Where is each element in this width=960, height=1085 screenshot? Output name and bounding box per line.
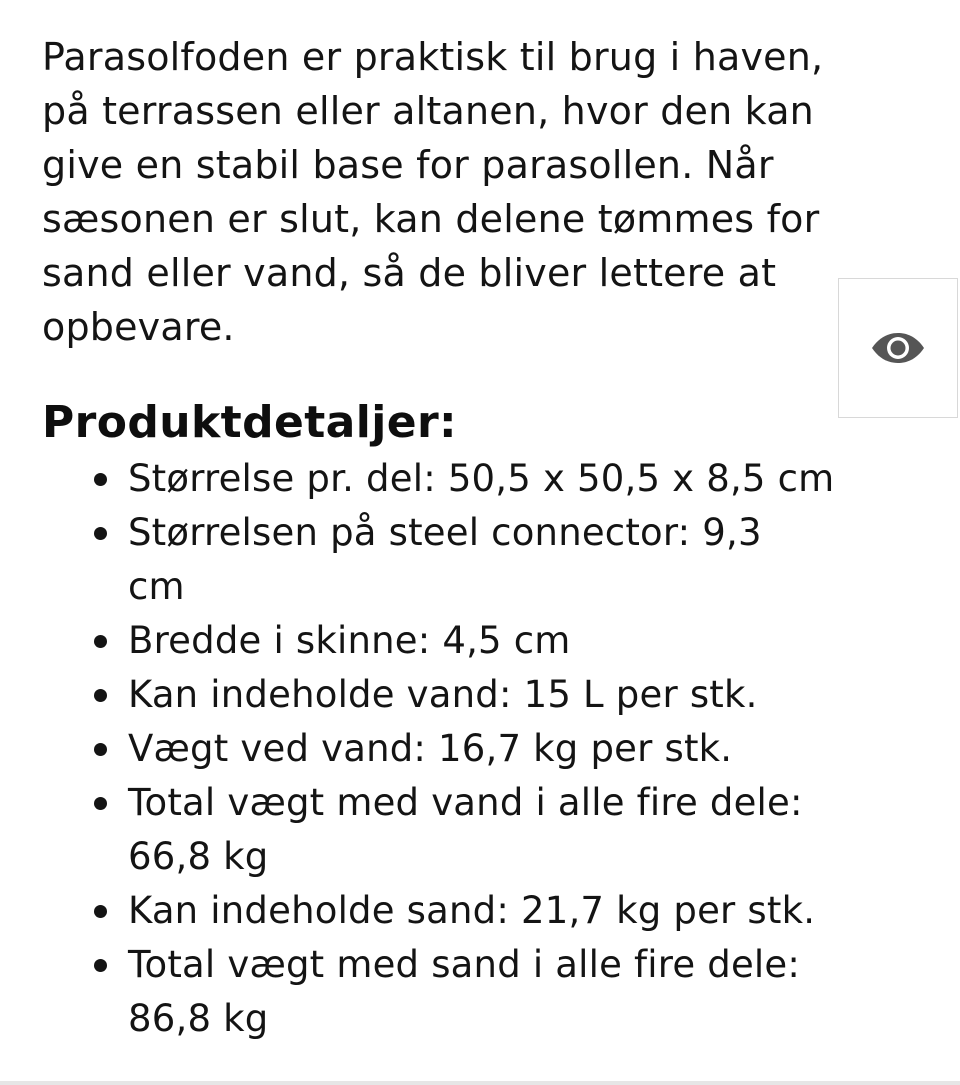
product-details-heading: Produktdetaljer: — [42, 397, 458, 448]
bullet-icon — [94, 635, 107, 648]
detail-line: cm — [128, 565, 185, 608]
detail-line: 86,8 kg — [128, 997, 269, 1040]
detail-line: Størrelse pr. del: 50,5 x 50,5 x 8,5 cm — [128, 457, 835, 500]
intro-line: give en stabil base for parasollen. Når — [42, 143, 774, 187]
detail-item — [42, 668, 922, 722]
detail-text — [128, 884, 922, 938]
bullet-icon — [94, 527, 107, 540]
detail-text — [128, 668, 922, 722]
view-toggle-button[interactable] — [838, 278, 958, 418]
detail-item — [42, 452, 922, 506]
detail-line: Kan indeholde sand: 21,7 kg per stk. — [128, 889, 816, 932]
intro-line: sand eller vand, så de bliver lettere at — [42, 251, 777, 295]
detail-text — [128, 506, 922, 614]
detail-line: Kan indeholde vand: 15 L per stk. — [128, 673, 758, 716]
intro-line: sæsonen er slut, kan delene tømmes for — [42, 197, 820, 241]
bullet-icon — [94, 905, 107, 918]
detail-text — [128, 722, 922, 776]
detail-line: Bredde i skinne: 4,5 cm — [128, 619, 571, 662]
detail-line: Vægt ved vand: 16,7 kg per stk. — [128, 727, 733, 770]
product-details-list — [42, 452, 922, 1046]
detail-text — [128, 614, 922, 668]
detail-line: Total vægt med sand i alle fire dele: — [128, 943, 801, 986]
detail-text — [128, 452, 922, 506]
detail-item — [42, 506, 922, 614]
bullet-icon — [94, 959, 107, 972]
detail-item — [42, 614, 922, 668]
eye-icon — [870, 331, 926, 365]
detail-item — [42, 722, 922, 776]
detail-line: 66,8 kg — [128, 835, 269, 878]
detail-text — [128, 938, 922, 1046]
intro-paragraph — [42, 30, 922, 354]
detail-line: Størrelsen på steel connector: 9,3 — [128, 511, 762, 554]
detail-item — [42, 884, 922, 938]
bullet-icon — [94, 743, 107, 756]
detail-item — [42, 776, 922, 884]
product-description — [42, 30, 922, 1046]
bullet-icon — [94, 797, 107, 810]
intro-line: på terrassen eller altanen, hvor den kan — [42, 89, 814, 133]
detail-item — [42, 938, 922, 1046]
bullet-icon — [94, 473, 107, 486]
bullet-icon — [94, 689, 107, 702]
detail-text — [128, 776, 922, 884]
bottom-divider — [0, 1081, 960, 1085]
intro-line: Parasolfoden er praktisk til brug i haven, — [42, 35, 824, 79]
detail-line: Total vægt med vand i alle fire dele: — [128, 781, 803, 824]
intro-line: opbevare. — [42, 305, 235, 349]
